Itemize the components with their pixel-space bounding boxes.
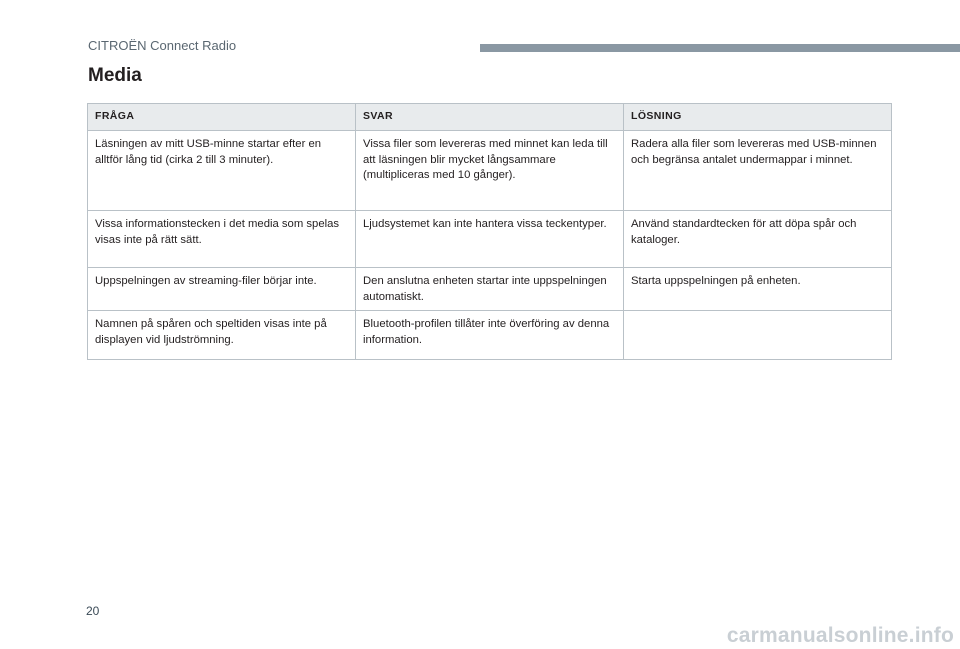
column-header-question: FRÅGA (88, 104, 356, 131)
answer-cell: Den anslutna enheten startar inte uppspelningen automatiskt. (356, 268, 624, 311)
table-row (88, 131, 892, 211)
header-title: CITROËN Connect Radio (88, 38, 237, 53)
watermark: carmanualsonline.info (726, 624, 954, 647)
solution-cell: Radera alla filer som levereras med USB-minnen och begränsa antalet undermappar i minnet. (624, 131, 892, 211)
page-number: 20 (86, 604, 100, 618)
table-header-row (88, 104, 892, 131)
table-row (88, 268, 892, 311)
column-header-answer: SVAR (356, 104, 624, 131)
section-title: Media (88, 65, 142, 86)
question-cell: Namnen på spåren och speltiden visas inte på displayen vid ljudströmning. (88, 311, 356, 360)
solution-cell: Använd standardtecken för att döpa spår och kataloger. (624, 211, 892, 268)
answer-cell: Bluetooth-profilen tillåter inte överföring av denna information. (356, 311, 624, 360)
table-row (88, 311, 892, 360)
question-cell: Uppspelningen av streaming-filer börjar inte. (88, 268, 356, 311)
solution-cell (624, 311, 892, 360)
table-row (88, 211, 892, 268)
faq-table (87, 103, 892, 360)
question-cell: Vissa informationstecken i det media som spelas visas inte på rätt sätt. (88, 211, 356, 268)
solution-cell: Starta uppspelningen på enheten. (624, 268, 892, 311)
answer-cell: Ljudsystemet kan inte hantera vissa teckentyper. (356, 211, 624, 268)
header-bar (480, 44, 960, 52)
column-header-solution: LÖSNING (624, 104, 892, 131)
question-cell: Läsningen av mitt USB-minne startar efter en alltför lång tid (cirka 2 till 3 minuter). (88, 131, 356, 211)
answer-cell: Vissa filer som levereras med minnet kan leda till att läsningen blir mycket långsammare (multipliceras med 10 gånger). (356, 131, 624, 211)
